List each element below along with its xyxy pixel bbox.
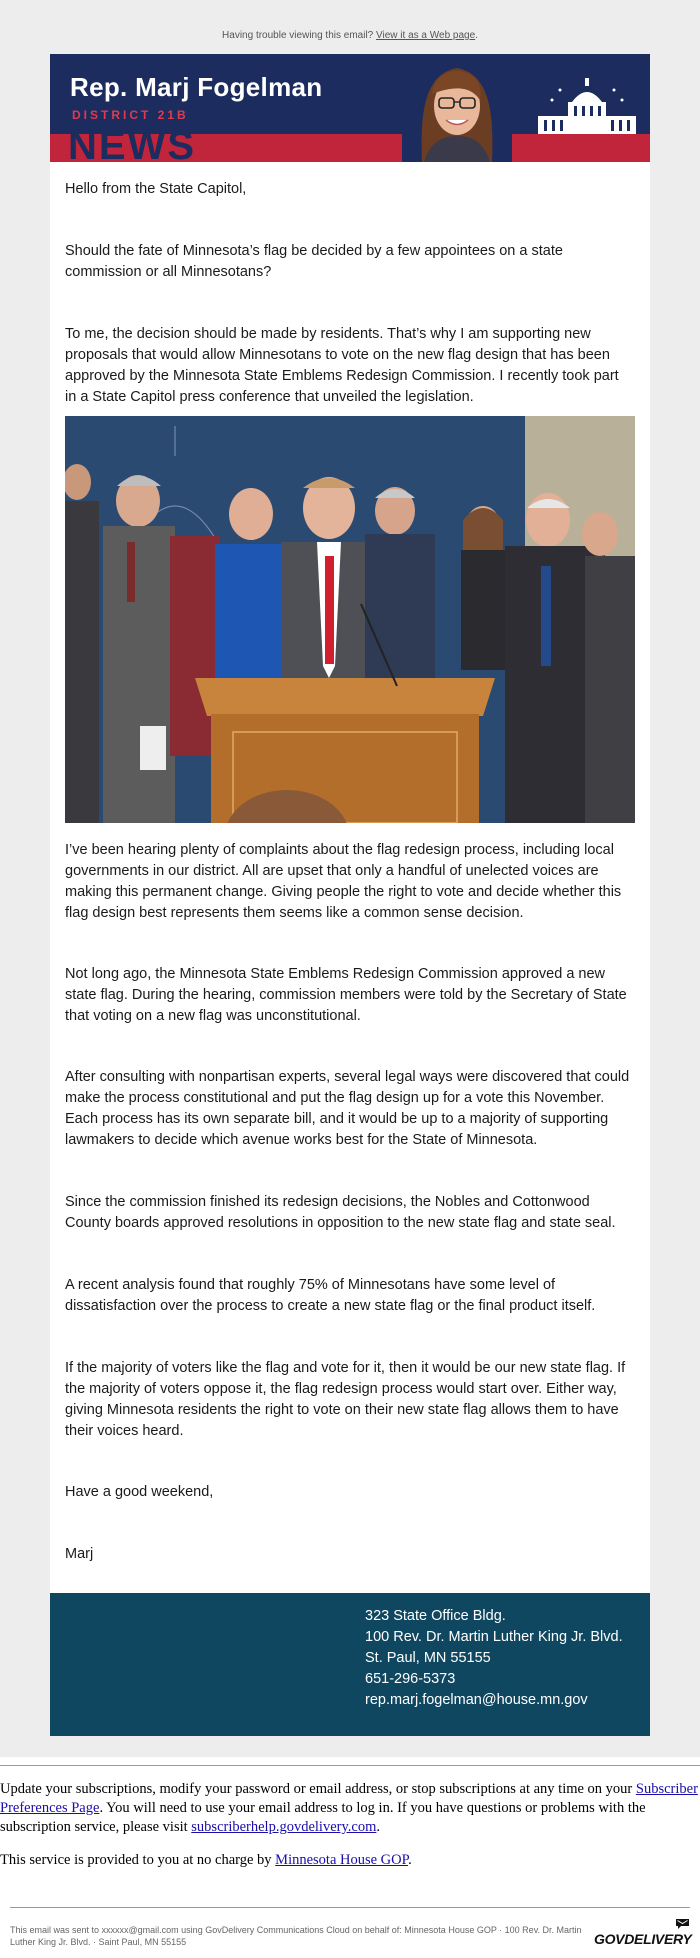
paragraph-complaints: I’ve been hearing plenty of complaints about the flag redesign process, including local governments in our district. All are upset that only a handful of unelected voices are making this permanent change. Giving people the right to vote and decide whether this flag design best represents them seems like a common sense decision. xyxy=(65,842,622,921)
paragraph-analysis: A recent analysis found that roughly 75% of Minnesotans have some level of dissatisfaction over the process to create a new state flag or the final product itself. xyxy=(65,1277,596,1314)
address-line: St. Paul, MN 55155 xyxy=(365,1650,491,1666)
paragraph-county-boards: Since the commission finished its redesign decisions, the Nobles and Cottonwood County boards approved resolutions in opposition to the new state flag and state seal. xyxy=(65,1194,616,1231)
subscriber-preferences-link[interactable]: Subscriber Preferences Page xyxy=(0,1781,698,1816)
rep-portrait-image xyxy=(402,54,512,162)
notice-text: Having trouble viewing this email? xyxy=(222,30,377,41)
paragraph-vote-outcome: If the majority of voters like the flag and vote for it, then it would be our new state flag. If the majority of voters oppose it, the flag redesign process would start over. Either way, giving Minnesota residents the right to vote on their new state flag allows them to have their voices heard. xyxy=(65,1360,626,1439)
subscription-notice xyxy=(0,1780,700,1837)
subscription-text: . You will need to use your email address to log in. If you have questions or problems with the subscription service, please visit xyxy=(0,1800,646,1835)
signature: Marj xyxy=(65,1546,94,1562)
divider xyxy=(0,1765,700,1766)
subscription-period: . xyxy=(376,1819,380,1835)
service-period: . xyxy=(408,1852,412,1868)
divider xyxy=(10,1907,690,1908)
contact-footer xyxy=(50,1593,650,1736)
office-address xyxy=(365,1606,623,1711)
closing-line: Have a good weekend, xyxy=(65,1484,214,1500)
greeting: Hello from the State Capitol, xyxy=(65,181,247,197)
minnesota-house-gop-link[interactable]: Minnesota House GOP xyxy=(275,1852,409,1868)
phone-number: 651-296-5373 xyxy=(365,1671,456,1687)
email-card xyxy=(50,54,650,1736)
banner-news-label: NEWS xyxy=(68,124,196,162)
paragraph-legal-ways: After consulting with nonpartisan experts, several legal ways were discovered that could make the process constitutional and put the flag design up for a vote this November. Each process has its own separate bill, and it would be up to a majority of supporting lawmakers to decide which avenue works best for the State of Minnesota. xyxy=(65,1069,630,1148)
view-webpage-link[interactable]: View it as a Web page xyxy=(376,30,476,41)
view-as-webpage-notice xyxy=(0,30,700,41)
capitol-building-icon xyxy=(538,76,636,134)
newsletter-banner xyxy=(50,54,650,162)
paragraph-flag-question: Should the fate of Minnesota’s flag be decided by a few appointees on a state commission or all Minnesotans? xyxy=(65,243,563,280)
banner-rep-name: Rep. Marj Fogelman xyxy=(70,72,323,102)
press-conference-photo xyxy=(65,416,635,823)
envelope-icon xyxy=(676,1919,689,1929)
paragraph-support-proposals: To me, the decision should be made by residents. That’s why I am supporting new proposals that would allow Minnesotans to vote on the new flag design that has been approved by the Minnesota State Emblems Redesign Commission. I recently took part in a State Capitol press conference that unveiled the legislation. xyxy=(65,326,619,405)
subscription-text: Update your subscriptions, modify your password or email address, or stop subscriptions at any time on your xyxy=(0,1781,636,1797)
service-text: This service is provided to you at no charge by xyxy=(0,1852,276,1868)
address-line: 323 State Office Bldg. xyxy=(365,1608,506,1624)
notice-period: . xyxy=(475,30,478,41)
service-notice xyxy=(0,1851,700,1870)
email-address[interactable]: rep.marj.fogelman@house.mn.gov xyxy=(365,1692,588,1708)
banner-district: DISTRICT 21B xyxy=(72,108,189,122)
legal-sender-info: This email was sent to xxxxxx@gmail.com using GovDelivery Communications Cloud on behalf of: Minnesota House GOP · 100 Rev. Dr. Martin Luther King Jr. Blvd. · Saint Paul, MN 55155 xyxy=(10,1925,582,1947)
subscriber-help-link[interactable]: subscriberhelp.govdelivery.com xyxy=(191,1819,377,1835)
govdelivery-logo[interactable]: GOVDELIVERY xyxy=(594,1931,692,1947)
address-line: 100 Rev. Dr. Martin Luther King Jr. Blvd. xyxy=(365,1629,623,1645)
paragraph-commission-approval: Not long ago, the Minnesota State Emblems Redesign Commission approved a new state flag. During the hearing, commission members were told by the Secretary of State that voting on a new flag was unconstitutional. xyxy=(65,966,627,1024)
